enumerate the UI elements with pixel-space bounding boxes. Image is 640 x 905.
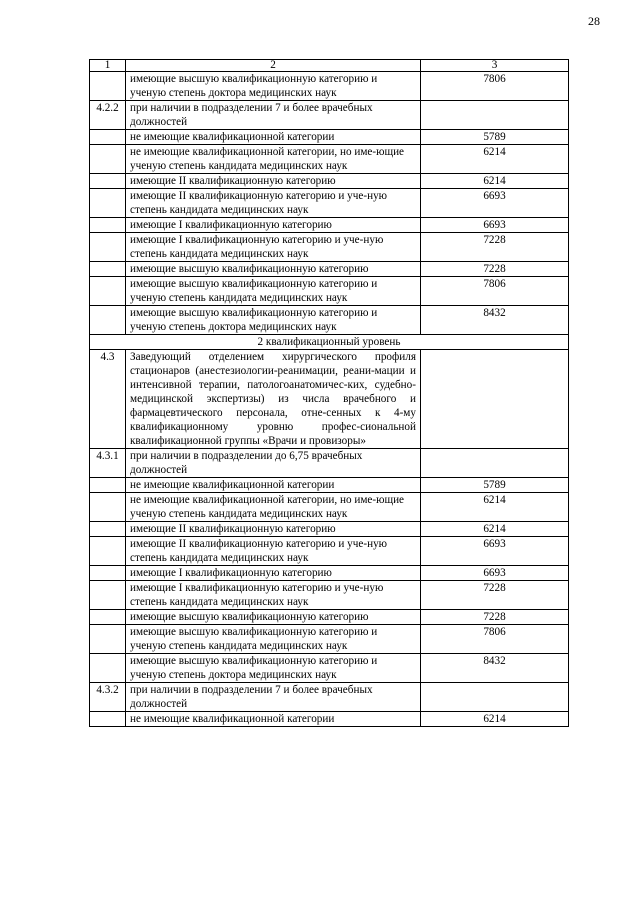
row-number: [90, 189, 126, 218]
row-value: [421, 101, 569, 130]
row-value: [421, 683, 569, 712]
row-description: имеющие высшую квалификационную категорию и ученую степень доктора медицинских наук: [126, 654, 421, 683]
row-description: имеющие II квалификационную категорию и уче-ную степень кандидата медицинских наук: [126, 189, 421, 218]
row-value: 5789: [421, 478, 569, 493]
row-description: не имеющие квалификационной категории: [126, 130, 421, 145]
table-row: [90, 581, 569, 610]
table-row: [90, 683, 569, 712]
table-header-row: [90, 60, 569, 72]
table-row: [90, 174, 569, 189]
table-row: [90, 306, 569, 335]
table-row: [90, 101, 569, 130]
row-value: 6214: [421, 174, 569, 189]
section-title: 2 квалификационный уровень: [90, 335, 569, 350]
table-row: [90, 493, 569, 522]
table-row: [90, 145, 569, 174]
row-description: имеющие I квалификационную категорию и уче-ную степень кандидата медицинских наук: [126, 233, 421, 262]
row-number: 4.3: [90, 350, 126, 449]
table-row: [90, 449, 569, 478]
row-number: [90, 72, 126, 101]
row-description: при наличии в подразделении 7 и более врачебных должностей: [126, 101, 421, 130]
row-value: 6214: [421, 493, 569, 522]
row-number: 4.3.1: [90, 449, 126, 478]
row-description: имеющие I квалификационную категорию и уче-ную степень кандидата медицинских наук: [126, 581, 421, 610]
row-value: 6693: [421, 218, 569, 233]
header-col-2: 2: [126, 60, 421, 72]
section-row: [90, 335, 569, 350]
row-number: [90, 218, 126, 233]
row-description: не имеющие квалификационной категории: [126, 478, 421, 493]
row-description: при наличии в подразделении 7 и более врачебных должностей: [126, 683, 421, 712]
table-row: [90, 610, 569, 625]
row-number: [90, 522, 126, 537]
row-description: при наличии в подразделении до 6,75 врачебных должностей: [126, 449, 421, 478]
row-description: имеющие высшую квалификационную категорию: [126, 610, 421, 625]
table-row: [90, 277, 569, 306]
row-value: 7228: [421, 262, 569, 277]
row-number: 4.2.2: [90, 101, 126, 130]
row-description: имеющие II квалификационную категорию: [126, 522, 421, 537]
table-row: [90, 566, 569, 581]
row-description: не имеющие квалификационной категории, но име-ющие ученую степень кандидата медицинских наук: [126, 145, 421, 174]
row-description: имеющие высшую квалификационную категорию и ученую степень доктора медицинских наук: [126, 306, 421, 335]
page-number: 28: [588, 14, 600, 28]
row-value: 6214: [421, 522, 569, 537]
row-number: [90, 712, 126, 727]
row-number: 4.3.2: [90, 683, 126, 712]
row-number: [90, 174, 126, 189]
row-value: [421, 449, 569, 478]
row-value: [421, 350, 569, 449]
table-row: [90, 350, 569, 449]
header-col-1: 1: [90, 60, 126, 72]
row-description: имеющие I квалификационную категорию: [126, 566, 421, 581]
row-description: не имеющие квалификационной категории, но име-ющие ученую степень кандидата медицинских наук: [126, 493, 421, 522]
row-number: [90, 145, 126, 174]
row-number: [90, 478, 126, 493]
table-row: [90, 130, 569, 145]
row-number: [90, 233, 126, 262]
row-value: 6693: [421, 566, 569, 581]
table-row: [90, 537, 569, 566]
row-description: не имеющие квалификационной категории: [126, 712, 421, 727]
row-description: имеющие высшую квалификационную категорию и ученую степень кандидата медицинских наук: [126, 625, 421, 654]
row-value: 7806: [421, 72, 569, 101]
table-row: [90, 522, 569, 537]
row-value: 7806: [421, 625, 569, 654]
row-number: [90, 130, 126, 145]
row-number: [90, 581, 126, 610]
row-value: 6214: [421, 145, 569, 174]
table-row: [90, 262, 569, 277]
row-value: 8432: [421, 654, 569, 683]
row-description: имеющие I квалификационную категорию: [126, 218, 421, 233]
row-value: 7228: [421, 581, 569, 610]
row-description: имеющие высшую квалификационную категорию и ученую степень доктора медицинских наук: [126, 72, 421, 101]
row-value: 8432: [421, 306, 569, 335]
row-number: [90, 537, 126, 566]
row-number: [90, 306, 126, 335]
row-number: [90, 610, 126, 625]
row-value: 6693: [421, 189, 569, 218]
row-description: имеющие II квалификационную категорию: [126, 174, 421, 189]
table-row: [90, 654, 569, 683]
salary-table: [89, 59, 569, 727]
row-value: 7228: [421, 233, 569, 262]
table-row: [90, 72, 569, 101]
row-value: 5789: [421, 130, 569, 145]
row-description: Заведующий отделением хирургического профиля стационаров (анестезиологии-реанимации, реани-мации и интенсивной терапии, патологоанатомичес-ких, судебно-медицинской экспертизы) из числа врачебного и фармацевтического персонала, отне-сенных к 4-му квалификационному уровню профес-сиональной квалификационной группы «Врачи и провизоры»: [126, 350, 421, 449]
row-description: имеющие высшую квалификационную категорию: [126, 262, 421, 277]
row-number: [90, 493, 126, 522]
table-row: [90, 218, 569, 233]
row-description: имеющие высшую квалификационную категорию и ученую степень кандидата медицинских наук: [126, 277, 421, 306]
row-number: [90, 625, 126, 654]
row-value: 7806: [421, 277, 569, 306]
row-number: [90, 277, 126, 306]
row-number: [90, 566, 126, 581]
table-row: [90, 233, 569, 262]
table-row: [90, 712, 569, 727]
row-number: [90, 262, 126, 277]
row-description: имеющие II квалификационную категорию и уче-ную степень кандидата медицинских наук: [126, 537, 421, 566]
row-value: 7228: [421, 610, 569, 625]
table-row: [90, 478, 569, 493]
header-col-3: 3: [421, 60, 569, 72]
table-row: [90, 625, 569, 654]
row-value: 6214: [421, 712, 569, 727]
table-row: [90, 189, 569, 218]
row-number: [90, 654, 126, 683]
row-value: 6693: [421, 537, 569, 566]
